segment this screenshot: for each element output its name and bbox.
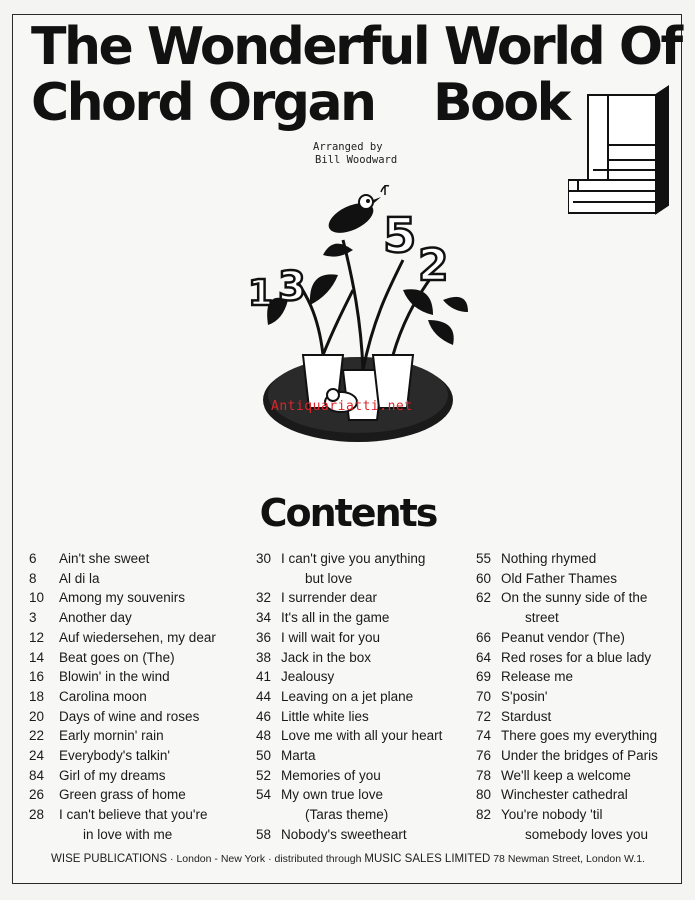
song-title: Release me	[501, 669, 574, 685]
song-title: Beat goes on (The)	[59, 649, 175, 665]
page-number: 30	[255, 551, 271, 566]
list-item	[465, 785, 685, 805]
page-number: 72	[475, 708, 491, 724]
list-item	[29, 785, 249, 805]
illus-number-1: 1	[248, 273, 274, 314]
song-title: Little white lies	[281, 708, 369, 724]
song-title: Green grass of home	[59, 787, 186, 803]
list-item	[465, 687, 685, 707]
list-item	[245, 648, 475, 668]
page-number: 26	[29, 787, 45, 803]
song-title: Al di la	[59, 570, 100, 586]
list-item	[245, 707, 475, 727]
song-title: Early mornin' rain	[59, 728, 164, 744]
song-title: Old Father Thames	[501, 570, 618, 586]
song-title-continued: but love	[305, 570, 353, 586]
song-title: I can't give you anything	[281, 551, 426, 566]
page-number: 80	[475, 787, 491, 803]
page-number: 60	[475, 570, 491, 586]
list-item	[29, 648, 249, 668]
page-number: 50	[255, 748, 271, 764]
song-title: Among my souvenirs	[59, 590, 186, 606]
page-number: 6	[29, 551, 37, 566]
arranger-name: Bill Woodward	[315, 154, 398, 166]
list-item	[245, 608, 475, 628]
plant-illustration	[233, 180, 483, 460]
page-number: 46	[255, 708, 271, 724]
page-number: 74	[475, 728, 491, 744]
list-item	[465, 549, 685, 569]
list-item	[465, 667, 685, 687]
list-item	[465, 707, 685, 727]
page-number: 3	[29, 610, 37, 626]
page-number: 18	[29, 688, 45, 704]
list-item	[29, 746, 249, 766]
song-title: Jealousy	[281, 669, 335, 685]
song-title: Peanut vendor (The)	[501, 629, 625, 645]
song-title: Memories of you	[281, 767, 381, 783]
page-number: 24	[29, 748, 45, 764]
list-item	[465, 726, 685, 746]
contents-column-1	[29, 549, 249, 845]
illus-number-5: 5	[383, 208, 417, 264]
song-title: I can't believe that you're	[59, 807, 208, 823]
song-title-continued: somebody loves you	[525, 826, 649, 842]
list-item	[245, 588, 475, 608]
song-title: Red roses for a blue lady	[501, 649, 652, 665]
book-cover	[12, 14, 682, 884]
page-number: 62	[475, 590, 491, 606]
song-title: Auf wiedersehen, my dear	[59, 629, 216, 645]
song-title: My own true love	[281, 787, 384, 803]
song-title: Winchester cathedral	[501, 787, 628, 803]
page-number: 44	[255, 688, 271, 704]
song-title: Everybody's talkin'	[59, 748, 170, 764]
contents-column-2	[245, 549, 475, 845]
arranger-credit	[313, 141, 397, 167]
illus-number-2: 2	[418, 240, 449, 291]
contents-heading: Contents	[259, 491, 437, 535]
list-item	[29, 608, 249, 628]
list-item	[465, 766, 685, 786]
page-number: 84	[29, 767, 45, 783]
song-title: It's all in the game	[281, 610, 390, 626]
list-item	[245, 726, 475, 746]
distributor-name: MUSIC SALES LIMITED	[364, 853, 491, 865]
list-item	[245, 825, 475, 845]
publisher-footer	[13, 853, 683, 865]
list-item	[465, 628, 685, 648]
list-item	[29, 766, 249, 786]
list-item	[245, 667, 475, 687]
page-number: 12	[29, 629, 45, 645]
song-title-continued: (Taras theme)	[305, 807, 389, 823]
page-number: 34	[255, 610, 271, 626]
page-number: 48	[255, 728, 271, 744]
list-item	[245, 785, 475, 824]
page-number: 20	[29, 708, 45, 724]
publisher-cities: · London - New York · distributed through	[170, 853, 362, 865]
illus-number-3: 3	[278, 264, 306, 310]
page-number: 38	[255, 649, 271, 665]
page-number: 10	[29, 590, 45, 606]
page-number: 69	[475, 669, 491, 685]
list-item	[29, 549, 249, 569]
page-number: 14	[29, 649, 45, 665]
list-item	[245, 549, 475, 588]
page-number: 82	[475, 807, 491, 823]
page-number: 54	[255, 787, 271, 803]
page-number: 66	[475, 629, 491, 645]
song-title: S'posin'	[501, 688, 548, 704]
page-number: 76	[475, 748, 491, 764]
list-item	[465, 805, 685, 844]
list-item	[245, 628, 475, 648]
song-title: Nothing rhymed	[501, 551, 597, 566]
song-title-continued: street	[525, 610, 559, 626]
list-item	[465, 746, 685, 766]
list-item	[29, 805, 249, 844]
list-item	[245, 687, 475, 707]
page-number: 64	[475, 649, 491, 665]
list-item	[29, 726, 249, 746]
list-item	[465, 648, 685, 668]
page-number: 16	[29, 669, 45, 685]
page-number: 22	[29, 728, 45, 744]
page-number: 32	[255, 590, 271, 606]
song-title: We'll keep a welcome	[501, 767, 631, 783]
watermark-text: Antiquariatti.net	[271, 399, 413, 414]
song-title: Days of wine and roses	[59, 708, 200, 724]
song-title: Stardust	[501, 708, 552, 724]
song-title: Love me with all your heart	[281, 728, 443, 744]
page-number: 55	[475, 551, 491, 566]
song-title-continued: in love with me	[83, 826, 173, 842]
page-number: 8	[29, 570, 37, 586]
title-book-word: Book	[433, 73, 569, 133]
song-title: Blowin' in the wind	[59, 669, 170, 685]
song-title: Ain't she sweet	[59, 551, 150, 566]
song-title: I surrender dear	[281, 590, 378, 606]
song-title: Nobody's sweetheart	[281, 826, 407, 842]
page-number: 41	[255, 669, 271, 685]
list-item	[465, 588, 685, 627]
list-item	[29, 588, 249, 608]
arranged-by-label: Arranged by	[313, 141, 383, 153]
publisher-name: WISE PUBLICATIONS	[51, 853, 168, 865]
song-title: You're nobody 'til	[501, 807, 603, 823]
list-item	[29, 628, 249, 648]
title-line-1: The Wonderful World Of	[31, 17, 681, 77]
title-line-2: Chord Organ	[31, 73, 375, 133]
song-title: Girl of my dreams	[59, 767, 166, 783]
list-item	[29, 569, 249, 589]
page-number: 58	[255, 826, 271, 842]
page-number: 36	[255, 629, 271, 645]
list-item	[465, 569, 685, 589]
song-title: Carolina moon	[59, 688, 147, 704]
song-title: Under the bridges of Paris	[501, 748, 658, 764]
page-number: 52	[255, 767, 271, 783]
page-number: 70	[475, 688, 491, 704]
song-title: Another day	[59, 610, 132, 626]
song-title: Leaving on a jet plane	[281, 688, 414, 704]
song-title: Marta	[281, 748, 316, 764]
song-title: On the sunny side of the	[501, 590, 648, 606]
list-item	[29, 667, 249, 687]
distributor-address: 78 Newman Street, London W.1.	[493, 853, 645, 865]
song-title: Jack in the box	[281, 649, 372, 665]
contents-column-3	[465, 549, 685, 845]
song-title: There goes my everything	[501, 728, 658, 744]
song-title: I will wait for you	[281, 629, 381, 645]
list-item	[245, 766, 475, 786]
page-number: 78	[475, 767, 491, 783]
list-item	[29, 687, 249, 707]
stairs-book-one-icon	[568, 85, 678, 235]
list-item	[245, 746, 475, 766]
list-item	[29, 707, 249, 727]
page-number: 28	[29, 807, 45, 823]
